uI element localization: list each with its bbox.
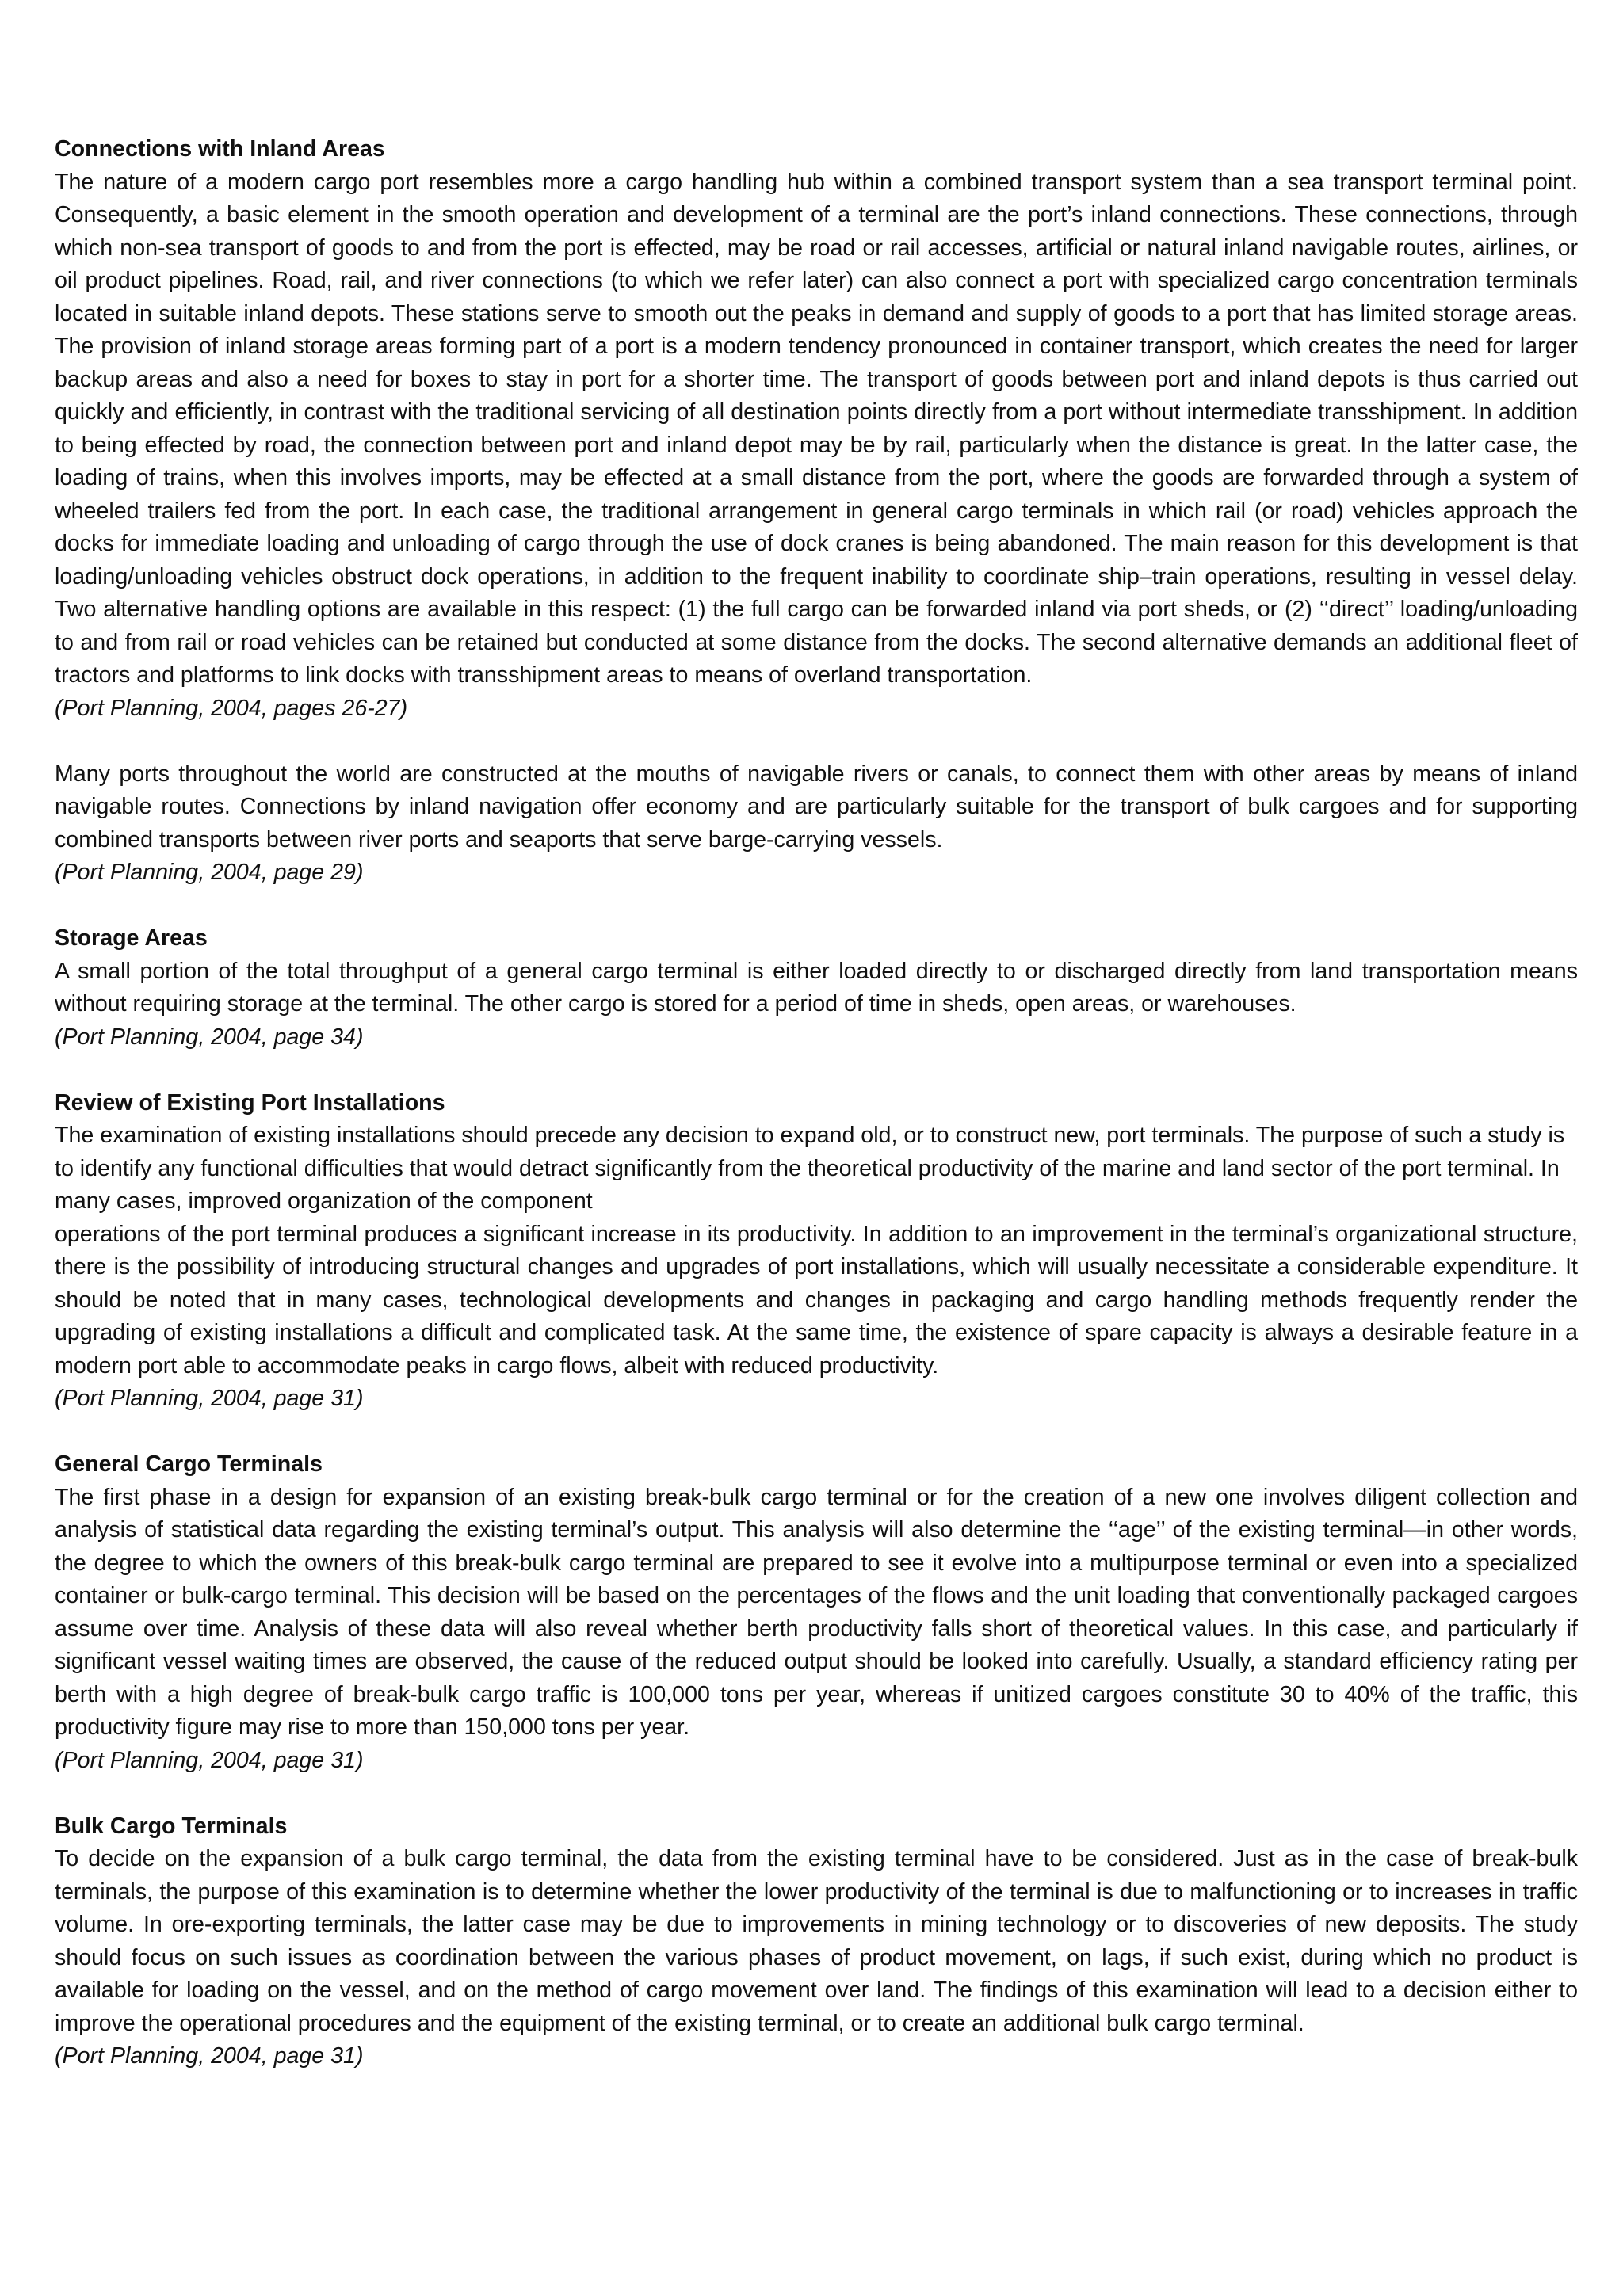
section-paragraph: The nature of a modern cargo port resembles more a cargo handling hub within a combined transport system than a sea transport terminal point. Consequently, a basic element in the smooth operation and development of a terminal are the port’s inland connections. These connections, through which non-sea transport of goods to and from the port is effected, may be road or rail accesses, artificial or natural inland navigable routes, airlines, or oil product pipelines. Road, rail, and river connections (to which we refer later) can also connect a port with specialized cargo concentration terminals located in suitable inland depots. These stations serve to smooth out the peaks in demand and supply of goods to a port that has limited storage areas. The provision of inland storage areas forming part of a port is a modern tendency pronounced in container transport, which creates the need for larger backup areas and also a need for boxes to stay in port for a shorter time. The transport of goods between port and inland depots is thus carried out quickly and efficiently, in contrast with the traditional servicing of all destination points directly from a port without intermediate transshipment. In addition to being effected by road, the connection between port and inland depot may be by rail, particularly when the distance is great. In the latter case, the loading of trains, when this involves imports, may be effected at a small distance from the port, where the goods are forwarded through a system of wheeled trailers fed from the port. In each case, the traditional arrangement in general cargo terminals in which rail (or road) vehicles approach the docks for immediate loading and unloading of cargo through the use of dock cranes is being abandoned. The main reason for this development is that loading/unloading vehicles obstruct dock operations, in addition to the frequent inability to coordinate ship–train operations, resulting in vessel delay. Two alternative handling options are available in this respect: (1) the full cargo can be forwarded inland via port sheds, or (2) ‘‘direct’’ loading/unloading to and from rail or road vehicles can be retained but conducted at some distance from the docks. The second alternative demands an additional fleet of tractors and platforms to link docks with transshipment areas to means of overland transportation. — [55, 169, 1578, 688]
section-inland-navigation — [55, 758, 1578, 890]
section-paragraph: The examination of existing installations should precede any decision to expand old, or to construct new, port terminals. The purpose of such a study is to identify any functional difficulties that would detract significantly from the theoretical productivity of the marine and land sector of the port terminal. In many cases, improved organization of the component — [55, 1123, 1565, 1214]
section-general-cargo — [55, 1448, 1578, 1777]
section-connections-inland — [55, 133, 1578, 725]
document-page — [55, 133, 1578, 2106]
section-heading: Storage Areas — [55, 925, 208, 951]
section-heading: Connections with Inland Areas — [55, 136, 385, 162]
section-citation: (Port Planning, 2004, pages 26-27) — [55, 695, 408, 721]
section-paragraph: Many ports throughout the world are constructed at the mouths of navigable rivers or canals, to connect them with other areas by means of inland navigable routes. Connections by inland navigation offer economy and are particularly suitable for the transport of bulk cargoes and for supporting combined transports between river ports and seaports that serve barge-carrying vessels. — [55, 761, 1578, 852]
section-heading: General Cargo Terminals — [55, 1451, 323, 1477]
section-review-installations — [55, 1087, 1578, 1416]
section-citation: (Port Planning, 2004, page 29) — [55, 860, 364, 885]
section-paragraph: operations of the port terminal produces a significant increase in its productivity. In addition to an improvement in the terminal’s organizational structure, there is the possibility of introducing structural changes and upgrades of port installations, which will usually necessitate a considerable expenditure. It should be noted that in many cases, technological developments and changes in packaging and cargo handling methods frequently render the upgrading of existing installations a difficult and complicated task. At the same time, the existence of spare capacity is always a desirable feature in a modern port able to accommodate peaks in cargo flows, albeit with reduced productivity. — [55, 1221, 1578, 1379]
section-bulk-cargo — [55, 1810, 1578, 2073]
section-paragraph: A small portion of the total throughput of a general cargo terminal is either loaded directly to or discharged directly from land transportation means without requiring storage at the terminal. The other cargo is stored for a period of time in sheds, open areas, or warehouses. — [55, 958, 1578, 1016]
section-citation: (Port Planning, 2004, page 31) — [55, 1386, 364, 1411]
section-citation: (Port Planning, 2004, page 31) — [55, 1747, 364, 1773]
section-citation: (Port Planning, 2004, page 34) — [55, 1024, 364, 1050]
section-heading: Bulk Cargo Terminals — [55, 1813, 288, 1839]
section-paragraph: To decide on the expansion of a bulk cargo terminal, the data from the existing terminal have to be considered. Just as in the case of break-bulk terminals, the purpose of this examination is to determine whether the lower productivity of the terminal is due to malfunctioning or to increases in traffic volume. In ore-exporting terminals, the latter case may be due to improvements in mining technology or to discoveries of new deposits. The study should focus on such issues as coordination between the various phases of product movement, on lags, if such exist, during which no product is available for loading on the vessel, and on the method of cargo movement over land. The findings of this examination will lead to a decision either to improve the operational procedures and the equipment of the existing terminal, or to create an additional bulk cargo terminal. — [55, 1846, 1578, 2036]
section-heading: Review of Existing Port Installations — [55, 1089, 445, 1116]
section-paragraph: The first phase in a design for expansion of an existing break-bulk cargo terminal or for the creation of a new one involves diligent collection and analysis of statistical data regarding the existing terminal’s output. This analysis will also determine the ‘‘age’’ of the existing terminal—in other words, the degree to which the owners of this break-bulk cargo terminal are prepared to see it evolve into a multipurpose terminal or even into a specialized container or bulk-cargo terminal. This decision will be based on the percentages of the flows and the unit loading that conventionally packaged cargoes assume over time. Analysis of these data will also reveal whether berth productivity falls short of theoretical values. In this case, and particularly if significant vessel waiting times are observed, the cause of the reduced output should be looked into carefully. Usually, a standard efficiency rating per berth with a high degree of break-bulk cargo traffic is 100,000 tons per year, whereas if unitized cargoes constitute 30 to 40% of the traffic, this productivity figure may rise to more than 150,000 tons per year. — [55, 1484, 1578, 1740]
section-storage-areas — [55, 922, 1578, 1054]
section-citation: (Port Planning, 2004, page 31) — [55, 2043, 364, 2069]
